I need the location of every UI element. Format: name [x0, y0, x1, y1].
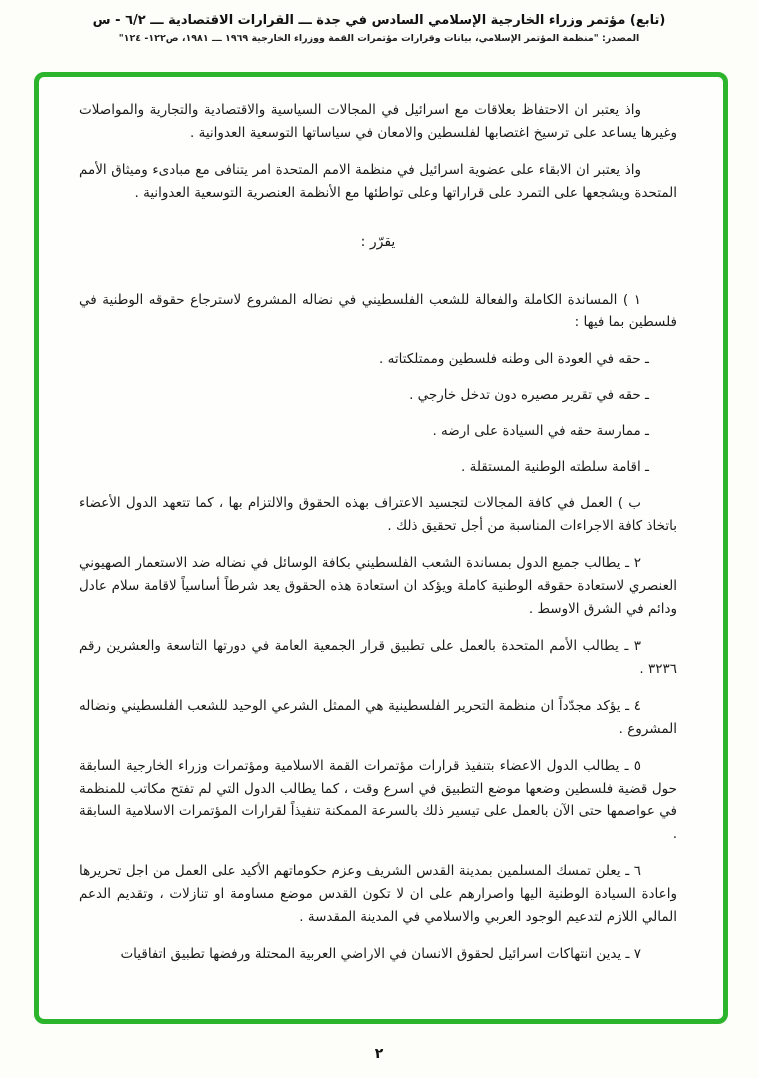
- list-item-7: ٧ ـ يدين انتهاكات اسرائيل لحقوق الانسان في الاراضي العربية المحتلة ورفضها تطبيق اتفاقيات: [120, 946, 641, 963]
- list-item-5: ٥ ـ يطالب الدول الاعضاء بتنفيذ قرارات مؤتمرات القمة الاسلامية ومؤتمرات وزراء الخارجية السابقة حول قضية فلسطين وضعها موضع التطبيق في اسرع وقت ، كما يطالب الدول التي لم تفتح مكاتب للمنظمة في عواصمها حتى الآن بالعمل على تيسير ذلك بالسرعة الممكنة تنفيذاً لقرارات المؤتمرات الاسلامية السابقة .: [79, 757, 677, 843]
- list-item-2: ٢ ـ يطالب جميع الدول بمساندة الشعب الفلسطيني بكافة الوسائل في نضاله ضد الاستعمار الصهيوني العنصري لاستعادة حقوقه الوطنية كاملة ويؤكد ان استعادة هذه الحقوق يعد شرطاً أساسياً لاقامة سلام عادل ودائم في الشرق الاوسط .: [79, 555, 677, 617]
- header-title: (تابع) مؤتمر وزراء الخارجية الإسلامي السادس في جدة ـــ القرارات الاقتصادية ـــ ٦/٢ - س: [92, 13, 666, 28]
- list-item-6: ٦ ـ يعلن تمسك المسلمين بمدينة القدس الشريف وعزم حكوماتهم الأكيد على العمل من اجل تحريرها واعادة السيادة الوطنية اليها واصرارهم على ان لا تكون القدس موضع مساومة او تنازلات ، وتقديم الدعم المالي اللازم لتدعيم الوجود العربي والاسلامي في المدينة المقدسة .: [79, 863, 677, 926]
- preamble-paragraph-2: واذ يعتبر ان الابقاء على عضوية اسرائيل في منظمة الامم المتحدة امر يتنافى مع مبادىء وميثاق الأمم المتحدة ويشجعها على التمرد على قراراتها وعلى تواطئها مع الأنظمة العنصرية التوسعية العدوانية .: [79, 161, 677, 201]
- right-item-4: ـ اقامة سلطته الوطنية المستقلة .: [461, 459, 649, 476]
- green-frame: [34, 72, 728, 1024]
- preamble-paragraph-1: واذ يعتبر ان الاحتفاظ بعلاقات مع اسرائيل في المجالات السياسية والاقتصادية والتجارية والمواصلات وغيرها يساعد على ترسيخ اغتصابها لفلسطين والامعان في سياساتها التوسعية العدوانية .: [79, 102, 677, 141]
- list-item-3: ٣ ـ يطالب الأمم المتحدة بالعمل على تطبيق قرار الجمعية العامة في دورتها التاسعة والعشرين رقم ٣٢٣٦ .: [79, 637, 677, 677]
- list-item-1: ١ ) المساندة الكاملة والفعالة للشعب الفلسطيني في نضاله المشروع لاسترجاع حقوقه الوطنية في فلسطين بما فيها :: [79, 291, 677, 331]
- right-item-1: ـ حقه في العودة الى وطنه فلسطين وممتلكتاته .: [379, 351, 649, 368]
- right-item-3: ـ ممارسة حقه في السيادة على ارضه .: [432, 423, 649, 440]
- list-item-4: ٤ ـ يؤكد مجدّداً ان منظمة التحرير الفلسطينية هي الممثل الشرعي الوحيد للشعب الفلسطيني ونضاله المشروع .: [79, 697, 677, 737]
- document-header: [0, 0, 758, 44]
- header-source-line: المصدر: "منظمة المؤتمر الإسلامي، بيانات وقرارات مؤتمرات القمة ووزراء الخارجية ١٩٦٩ ـــ ١٩٨١، ص١٢٢- ١٢٤": [118, 33, 640, 44]
- list-item-b: ب ) العمل في كافة المجالات لتجسيد الاعتراف بهذه الحقوق والالتزام بها ، كما تتعهد الدول الأعضاء باتخاذ كافة الاجراءات المناسبة من أجل تحقيق ذلك .: [79, 495, 677, 535]
- document-body: [39, 77, 723, 990]
- right-item-2: ـ حقه في تقرير مصيره دون تدخل خارجي .: [409, 387, 649, 404]
- page-number: ٢: [374, 1046, 384, 1062]
- decree-label: يقرّر :: [360, 233, 396, 250]
